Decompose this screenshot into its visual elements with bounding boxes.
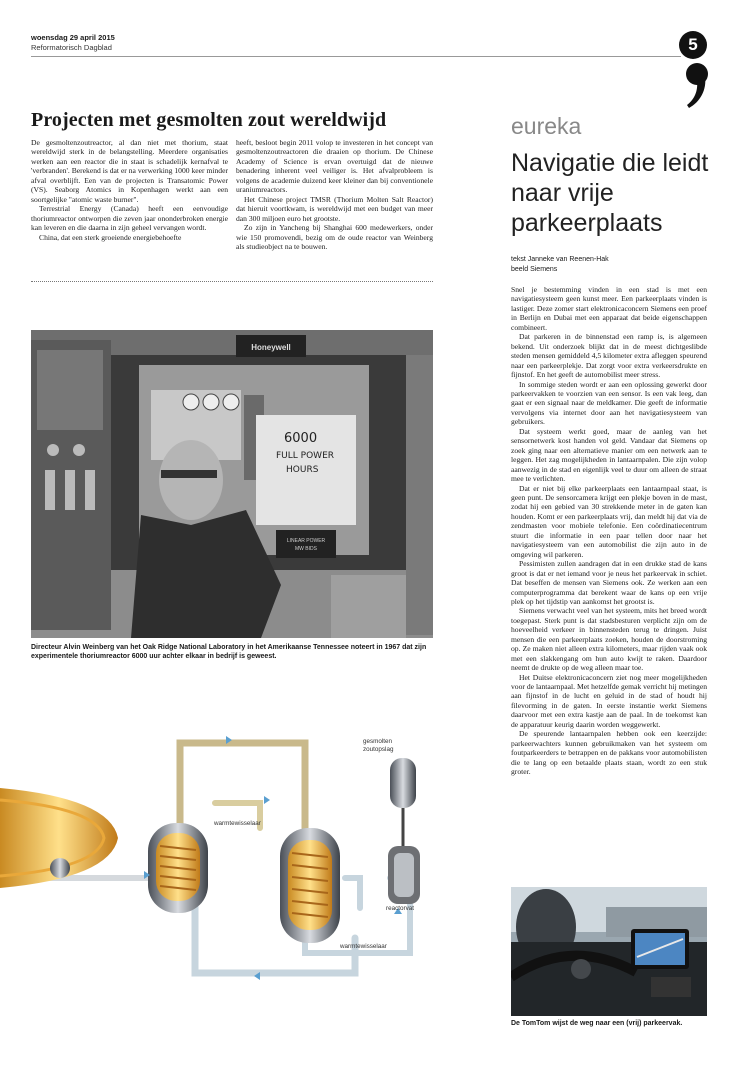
credit-text: tekst Janneke van Reenen-Hak — [511, 256, 609, 263]
paragraph: De speurende lantaarnpalen hebben ook een keerzijde: parkeerwachters kunnen gebruikmaken van het systeem om foutparkeerders te betrappen en de pakkans voor automobilisten die te lang op een betaalde plaats staan, wordt zo een stuk groter. — [511, 729, 707, 777]
article-column-1 — [31, 138, 228, 242]
photo-caption: Directeur Alvin Weinberg van het Oak Ridge National Laboratory in het Amerikaanse Tennessee noteert in 1967 dat zijn experimentele thoriumreactor 6000 uur achter elkaar in bedrijf is geweest. — [31, 644, 427, 660]
label-line: zoutopslag — [363, 746, 394, 753]
paragraph: Het Chinese project TMSR (Thorium Molten Salt Reactor) dat hieruit voortkwam, is wereldwijd met een budget van meer dan 300 miljoen euro het grootste. — [236, 194, 433, 223]
photo-sign-brand: Honeywell — [251, 343, 291, 352]
diagram-label-salt-storage — [363, 738, 423, 754]
reactor-diagram — [0, 728, 433, 1000]
paragraph: Dat parkeren in de binnenstad een ramp is, is algemeen bekend. Uit onderzoek blijkt dat in de meest dichtgeslibde steden mensen gemiddeld 4,5 kilometer extra afleggen speurend naar een parkeerplekje. Dat zorgt voor extra verkeersdrukte en fijnstof. En het geeft de automobilist meer stress. — [511, 332, 707, 380]
diagram-label-reactor-vessel: reactorvat — [386, 905, 414, 912]
paragraph: China, dat een sterk groeiende energiebehoefte — [39, 232, 182, 242]
header-date: woensdag 29 april 2015 — [31, 33, 115, 42]
paragraph: Pessimisten zullen aandragen dat in een drukke stad de kans groot is dat er net iemand voor je neus het parkeervak in schiet. Dat beseffen de mensen van Siemens ook. Ze werken aan een computerprogramma dat berekent waar de kans op een vrije plek op het tijdstip van aankomst het grootst is. — [511, 559, 707, 606]
label-line: gesmolten — [363, 738, 393, 745]
paragraph: De gesmoltenzoutreactor, al dan niet met thorium, staat wereldwijd sterk in de belangstelling. Meerdere organisaties werken aan een reactor die in staat is schadelijk kernafval te 'verbranden'. Berekend is dat er na verwerking 1000 keer minder afval overblijft. Een van de projecten is Transatomic Power (VS). Seaborg Atomics in Kopenhagen werkt aan een soortgelijke "atomic waste burner". — [31, 138, 228, 204]
paragraph: Het Duitse elektronicaconcern ziet nog meer mogelijkheden voor de lantaarnpaal. Met hetzelfde gemak verricht hij metingen aan fijnstof in de lucht en geluid in de stad of houdt hij filevorming in de gaten. In eerste instantie werkt Siemens daarvoor met een extra kastje aan de paal. In de toekomst kan de apparatuur keurig daarin worden weggewerkt. — [511, 672, 707, 729]
photo-panel-label-1: LINEAR POWER — [286, 538, 326, 544]
paragraph: heeft, besloot begin 2011 volop te investeren in het concept van gesmoltenzoutreactoren die draaien op thorium. De Chinese Academy of Science is ervan overtuigd dat de nieuwe benadering inherent veel veiliger is. Het afvalprobleem is volgens de academie duizend keer kleiner dan bij conventionele uraniumreactors. — [236, 138, 433, 195]
diagram-label-heat-exchanger-1: warmtewisselaar — [214, 820, 261, 827]
comma-logo-icon — [684, 62, 710, 110]
photo2-caption: De TomTom wijst de weg naar een (vrij) parkeervak. — [511, 1020, 683, 1027]
header-rule — [31, 56, 681, 57]
photo-sign-line-1: 6000 — [284, 431, 318, 446]
article-column-2 — [236, 138, 433, 251]
article-headline: Projecten met gesmolten zout wereldwijd — [31, 109, 387, 131]
rubric-title: eureka — [511, 113, 582, 139]
article2-headline: Navigatie die leidt naar vrije parkeerplaats — [511, 149, 709, 237]
paragraph: In sommige steden wordt er aan een oplossing gewerkt door parkeervakken te voorzien van een sensor. Is een vak leeg, dan gaat er een signaal naar de meldkamer. Die geeft de informatie vervolgens via internet door aan het navigatiesysteem van gebruikers. — [511, 379, 707, 427]
photo-panel-label-2: MW BIDS — [295, 546, 317, 552]
paragraph: Siemens verwacht veel van het systeem, mits het breed wordt toegepast. Sterk punt is dat stadsbesturen verplicht zijn om de hoeveelheid verkeer in binnensteden terug te dringen. Juist mensen die een parkeerplaats zoeken, houden de doorstroming op. Ze maken niet alleen extra kilometers, maar rijden vaak ook met een slakkengang om hun auto kwijt te raken. Daardoor neemt de drukte op de weg alleen maar toe. — [511, 606, 707, 673]
dotted-separator — [31, 281, 433, 282]
photo-sign-line-2: FULL POWER — [276, 451, 335, 461]
credit-photo: beeld Siemens — [511, 266, 558, 273]
diagram-label-heat-exchanger-2: warmtewisselaar — [340, 943, 387, 950]
paragraph: Zo zijn in Yancheng bij Shanghai 600 medewerkers, onder wie 150 promovendi, bezig om de oude reactor van Weinberg als studieobject na te bouwen. — [236, 223, 433, 251]
header-paper-name: Reformatorisch Dagblad — [31, 43, 112, 52]
paragraph: Terrestrial Energy (Canada) heeft een eenvoudige thoriumreactor ontworpen die zeven jaar ononderbroken energie kan leveren en die daarna in zijn geheel vervangen wordt. — [31, 204, 228, 233]
paragraph: Snel je bestemming vinden in een stad is met een navigatiesysteem geen kunst meer. Een parkeerplaats vinden is lastiger. Deze zomer start elektronicaconcern Siemens een proef in Berlijn en Dubai met een apparaat dat beide eigenschappen combineert. — [511, 285, 707, 332]
weinberg-reactor-photo — [31, 330, 433, 638]
car-navigation-photo — [511, 887, 707, 1016]
paragraph: Dat systeem werkt goed, maar de aanleg van het sensornetwerk kost handen vol geld. Vandaar dat Siemens op zoek ging naar een alternatieve manier om een netwerk aan te leggen. Het zag mogelijkheden in lantaarnpalen. Die zijn volop aanwezig in de stad en eigenlijk veel te duur om alleen de straat mee te verlichten. — [511, 426, 707, 484]
photo-sign-line-3: HOURS — [286, 465, 319, 475]
article2-body — [511, 285, 707, 777]
page-number-badge: 5 — [679, 31, 707, 59]
paragraph: Dat er niet bij elke parkeerplaats een lantaarnpaal staat, is geen punt. De sensorcamera krijgt een plekje boven in de mast, zodat hij een gebied van 30 strekkende meter in de gaten kan houden. Komt er een parkeerplaats vrij, dan meldt hij dat via de zendmasten voor mobiele telefonie. Een coördinatiecentrum stuurt die informatie in een paar tellen door naar het navigatiesysteem van een automobilist die zijn auto in de omgeving wil parkeren. — [511, 483, 707, 559]
